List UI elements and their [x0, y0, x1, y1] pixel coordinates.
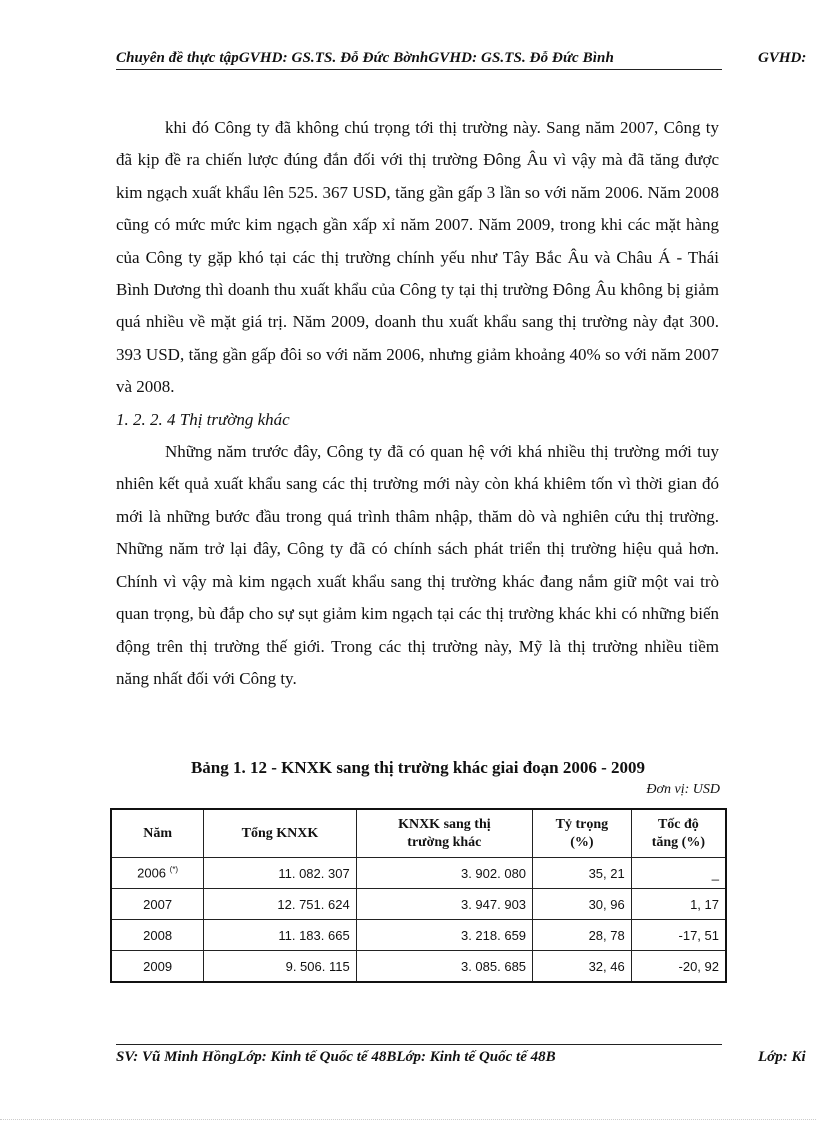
footer-rule: [116, 1044, 722, 1045]
cell-share: 30, 96: [533, 889, 632, 920]
cell-year: 2009: [111, 951, 204, 983]
cell-total: 12. 751. 624: [204, 889, 356, 920]
page-header-overflow-text: GVHD:: [758, 50, 807, 66]
header-growth: Tốc độ tăng (%): [631, 809, 726, 858]
export-table: [110, 808, 727, 983]
cell-other: 3. 218. 659: [356, 920, 532, 951]
table-caption: Bảng 1. 12 - KNXK sang thị trường khác giai đoạn 2006 - 2009: [190, 758, 646, 777]
paragraph-other-markets: Những năm trước đây, Công ty đã có quan hệ với khá nhiều thị trường mới tuy nhiên kết quả xuất khẩu sang các thị trường mới này còn khá khiêm tốn vì thời gian đó mới là những bước đầu trong quá trình thâm nhập, thăm dò và nghiên cứu thị trường. Những năm trở lại đây, Công ty đã có chính sách phát triển thị trường hiệu quả hơn. Chính vì vậy mà kim ngạch xuất khẩu sang thị trường khác đang nắm giữ một vai trò quan trọng, bù đắp cho sự sụt giảm kim ngạch tại các thị trường khác khi có những biến động trên thị trường thế giới. Trong các thị trường này, Mỹ là thị trường nhiều tiềm năng nhất đối với Công ty.: [116, 442, 719, 688]
page-header-text: Chuyên đề thực tậpGVHD: GS.TS. Đỗ Đức BờnhGVHD: GS.TS. Đỗ Đức Bình: [116, 50, 614, 66]
cell-total: 9. 506. 115: [204, 951, 356, 983]
cell-total: 11. 183. 665: [204, 920, 356, 951]
page-footer-text: SV: Vũ Minh HồngLớp: Kinh tế Quốc tế 48BLớp: Kinh tế Quốc tế 48B: [116, 1049, 556, 1065]
cell-other: 3. 902. 080: [356, 858, 532, 889]
cell-year: 2007: [111, 889, 204, 920]
cell-growth: _: [631, 858, 726, 889]
cell-growth: -20, 92: [631, 951, 726, 983]
cell-other: 3. 085. 685: [356, 951, 532, 983]
table-row: [111, 889, 726, 920]
table-row: [111, 858, 726, 889]
body-text: [116, 112, 719, 695]
cell-other: 3. 947. 903: [356, 889, 532, 920]
page-bottom-divider: [0, 1119, 816, 1120]
paragraph-eastern-europe: khi đó Công ty đã không chú trọng tới thị trường này. Sang năm 2007, Công ty đã kịp đề ra chiến lược đúng đắn đối với thị trường Đông Âu vì vậy mà đã tăng được kim ngạch xuất khẩu lên 525. 367 USD, tăng gần gấp 3 lần so với năm 2006. Năm 2008 cũng có mức mức kim ngạch gần xấp xỉ năm 2007. Năm 2009, trong khi các mặt hàng của Công ty gặp khó tại các thị trường chính yếu như Tây Bắc Âu và Châu Á - Thái Bình Dương thì doanh thu xuất khẩu của Công ty tại thị trường Đông Âu không bị giảm quá nhiều về mặt giá trị. Năm 2009, doanh thu xuất khẩu sang thị trường này đạt 300. 393 USD, tăng gần gấp đôi so với năm 2006, nhưng giảm khoảng 40% so với năm 2007 và 2008.: [116, 118, 719, 397]
table-header-row: [111, 809, 726, 858]
cell-total: 11. 082. 307: [204, 858, 356, 889]
header-rule: [116, 69, 722, 70]
table-row: [111, 951, 726, 983]
header-total: Tổng KNXK: [204, 809, 356, 858]
cell-year: 2006 (*): [111, 858, 204, 889]
page-footer-overflow-text: Lớp: Ki: [758, 1049, 806, 1065]
cell-growth: 1, 17: [631, 889, 726, 920]
cell-year: 2008: [111, 920, 204, 951]
cell-share: 35, 21: [533, 858, 632, 889]
cell-share: 28, 78: [533, 920, 632, 951]
cell-growth: -17, 51: [631, 920, 726, 951]
cell-share: 32, 46: [533, 951, 632, 983]
header-year: Năm: [111, 809, 204, 858]
table-row: [111, 920, 726, 951]
table-unit: Đơn vị: USD: [646, 782, 720, 797]
section-heading: 1. 2. 2. 4 Thị trường khác: [116, 409, 290, 429]
header-share: Tỷ trọng (%): [533, 809, 632, 858]
header-other-market: KNXK sang thị trường khác: [356, 809, 532, 858]
